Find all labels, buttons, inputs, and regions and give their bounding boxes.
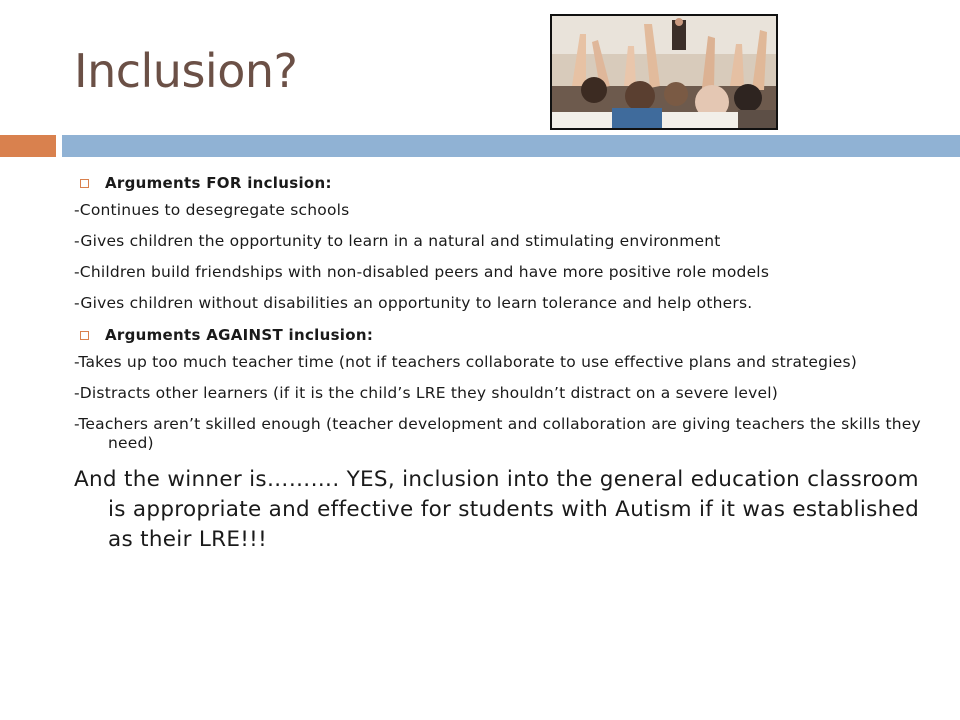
for-point: -Continues to desegregate schools — [74, 201, 350, 219]
against-point: -Distracts other learners (if it is the child’s LRE they shouldn’t distract on a severe level) — [74, 384, 778, 402]
against-point: -Takes up too much teacher time (not if teachers collaborate to use effective plans and strategies) — [74, 353, 857, 371]
slide-title: Inclusion? — [74, 44, 298, 98]
arguments-against-heading: Arguments AGAINST inclusion: — [105, 326, 374, 344]
for-point: -Gives children without disabilities an opportunity to learn tolerance and help others. — [74, 294, 753, 312]
conclusion-text: And the winner is………. YES, inclusion into the general education classroom is appropriate and effective for students with Autism if it was established as their LRE!!! — [74, 467, 920, 552]
square-bullet-icon — [80, 331, 89, 340]
against-point: -Teachers aren’t skilled enough (teacher development and collaboration are giving teachers the skills they need) — [74, 415, 921, 452]
square-bullet-icon — [80, 179, 89, 188]
arguments-for-heading: Arguments FOR inclusion: — [105, 174, 332, 192]
accent-bar-orange — [0, 135, 56, 157]
classroom-raised-hands-photo — [550, 14, 778, 130]
bullet-arguments-for — [74, 173, 924, 193]
accent-bar-blue — [62, 135, 960, 157]
for-point: -Gives children the opportunity to learn in a natural and stimulating environment — [74, 232, 721, 250]
slide-content — [74, 173, 924, 555]
bullet-arguments-against — [74, 325, 924, 345]
for-point: -Children build friendships with non-disabled peers and have more positive role models — [74, 263, 770, 281]
